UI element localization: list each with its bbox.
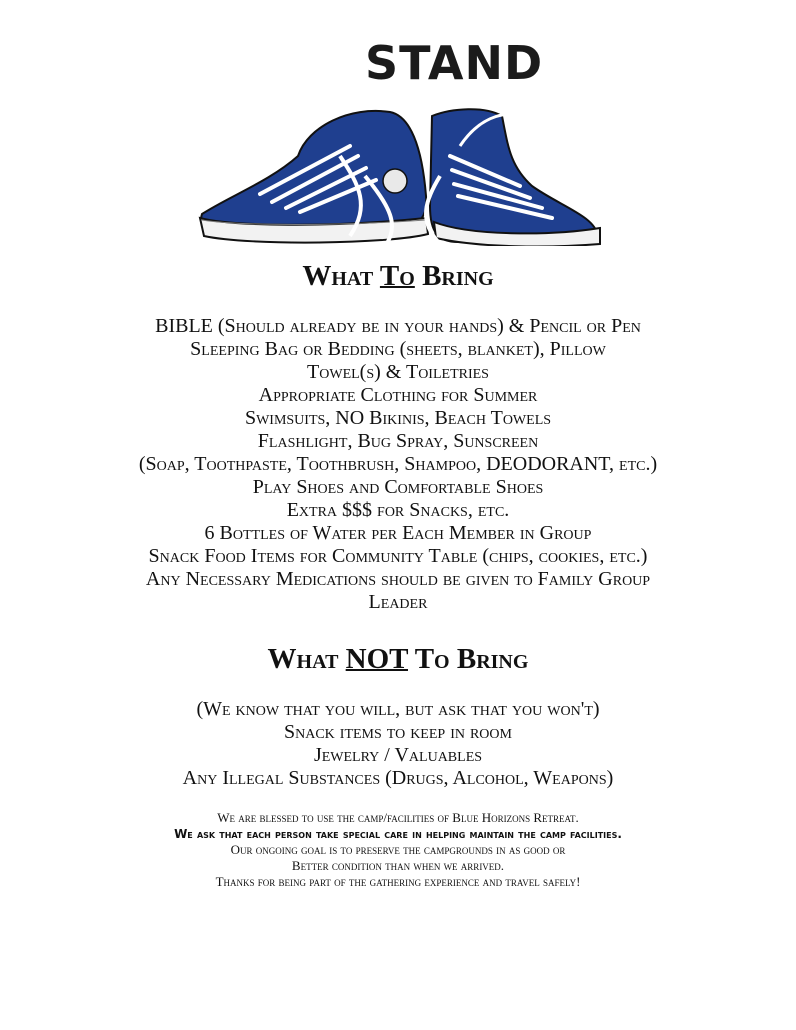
list-item: Sleeping Bag or Bedding (sheets, blanket), Pillow xyxy=(190,338,606,360)
list-item: Towel(s) & Toiletries xyxy=(307,361,489,383)
heading-suffix: Bring xyxy=(414,260,494,292)
list-item: Appropriate Clothing for Summer xyxy=(258,384,538,406)
list-item: Any Illegal Substances (Drugs, Alcohol, Weapons) xyxy=(182,767,614,789)
footer-note xyxy=(0,810,796,890)
footer-line-emphasis: We ask that each person take special care in helping maintain the camp facilities. xyxy=(174,827,622,841)
right-sneaker-icon xyxy=(426,109,600,246)
what-to-bring-heading xyxy=(0,262,796,291)
list-item: BIBLE (Should already be in your hands) & Pencil or Pen xyxy=(155,315,641,337)
list-item: Leader xyxy=(368,591,428,613)
list-item: Snack items to keep in room xyxy=(284,721,512,743)
list-item: Flashlight, Bug Spray, Sunscreen xyxy=(257,430,539,452)
what-not-to-bring-list xyxy=(0,698,796,790)
what-not-to-bring-heading xyxy=(0,645,796,674)
footer-line: We are blessed to use the camp/facilities of Blue Horizons Retreat. xyxy=(217,810,579,825)
list-item: Snack Food Items for Community Table (chips, cookies, etc.) xyxy=(148,545,648,567)
list-item: Jewelry / Valuables xyxy=(313,744,483,766)
heading-prefix: What xyxy=(267,643,346,675)
list-item: Swimsuits, NO Bikinis, Beach Towels xyxy=(244,407,552,429)
footer-line: Our ongoing goal is to preserve the campgrounds in as good or xyxy=(230,842,566,857)
list-item: Extra $$$ for Snacks, etc. xyxy=(286,499,510,521)
what-to-bring-list xyxy=(0,315,796,614)
heading-suffix: To Bring xyxy=(407,643,529,675)
heading-underlined: To xyxy=(379,260,415,292)
heading-prefix: What xyxy=(302,260,380,292)
list-item: Any Necessary Medications should be given to Family Group xyxy=(145,568,651,590)
logo-title: STAND xyxy=(365,36,544,90)
left-sneaker-icon xyxy=(200,111,428,246)
heading-underlined: NOT xyxy=(345,643,408,675)
footer-line: Better condition than when we arrived. xyxy=(291,858,505,873)
list-item: (Soap, Toothpaste, Toothbrush, Shampoo, DEODORANT, etc.) xyxy=(138,453,658,475)
footer-line: Thanks for being part of the gathering experience and travel safely! xyxy=(215,874,581,889)
list-item: 6 Bottles of Water per Each Member in Group xyxy=(204,522,592,544)
list-item: Play Shoes and Comfortable Shoes xyxy=(252,476,544,498)
logo xyxy=(190,36,610,246)
list-item: (We know that you will, but ask that you won't) xyxy=(196,698,600,720)
sneakers-icon xyxy=(190,86,610,246)
